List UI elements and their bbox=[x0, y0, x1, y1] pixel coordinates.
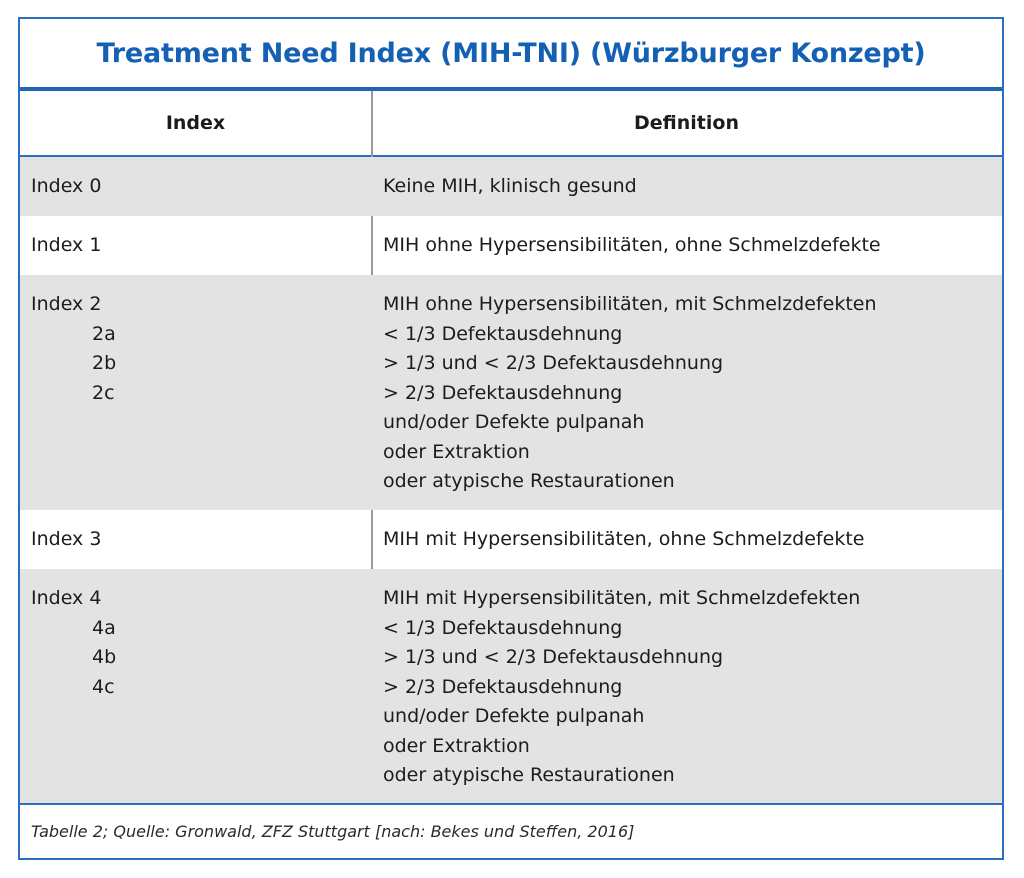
table-row bbox=[20, 216, 1002, 275]
definition-cell bbox=[371, 584, 1002, 803]
definition-line: > 2/3 Defektausdehnung bbox=[383, 675, 623, 698]
sub-index-label: 4b bbox=[92, 646, 117, 668]
definition-cell bbox=[371, 231, 1002, 275]
index-cell bbox=[20, 231, 371, 275]
table-caption: Tabelle 2; Quelle: Gronwald, ZFZ Stuttgart [nach: Bekes und Steffen, 2016] bbox=[20, 803, 1002, 858]
sub-index-label: 2b bbox=[92, 352, 117, 374]
table-frame bbox=[18, 17, 1004, 860]
table-row bbox=[20, 569, 1002, 803]
definition-line: Keine MIH, klinisch gesund bbox=[383, 175, 637, 197]
table-row bbox=[20, 157, 1002, 216]
index-label: Index 3 bbox=[31, 528, 102, 550]
sub-index-label: 4a bbox=[92, 616, 116, 639]
definition-line: > 1/3 und < 2/3 Defektausdehnung bbox=[383, 352, 724, 374]
definition-line: oder atypische Restaurationen bbox=[383, 764, 675, 786]
definition-line: < 1/3 Defektausdehnung bbox=[383, 616, 623, 639]
sub-index-label: 2a bbox=[92, 322, 116, 345]
table-row bbox=[20, 510, 1002, 569]
definition-line: oder Extraktion bbox=[383, 440, 530, 463]
definition-line: und/oder Defekte pulpanah bbox=[383, 705, 645, 727]
header-index: Index bbox=[165, 112, 226, 134]
table-row bbox=[20, 275, 1002, 510]
definition-line: MIH mit Hypersensibilitäten, ohne Schmelzdefekte bbox=[383, 528, 865, 550]
definition-cell bbox=[371, 290, 1002, 510]
index-label: Index 4 bbox=[31, 587, 102, 609]
index-label: Index 1 bbox=[31, 234, 102, 256]
definition-line: oder atypische Restaurationen bbox=[383, 470, 675, 492]
sub-index-label: 2c bbox=[92, 381, 115, 404]
definition-line: und/oder Defekte pulpanah bbox=[383, 411, 645, 433]
definition-line: MIH mit Hypersensibilitäten, mit Schmelzdefekten bbox=[383, 587, 861, 609]
index-label: Index 0 bbox=[31, 175, 102, 197]
definition-line: MIH ohne Hypersensibilitäten, ohne Schmelzdefekte bbox=[383, 234, 881, 256]
definition-line: > 1/3 und < 2/3 Defektausdehnung bbox=[383, 646, 724, 668]
definition-line: < 1/3 Defektausdehnung bbox=[383, 322, 623, 345]
index-label: Index 2 bbox=[31, 293, 102, 315]
definition-line: MIH ohne Hypersensibilitäten, mit Schmelzdefekten bbox=[383, 293, 877, 315]
table-header bbox=[20, 91, 1002, 157]
table-title: Treatment Need Index (MIH-TNI) (Würzburger Konzept) bbox=[20, 19, 1002, 91]
index-cell bbox=[20, 172, 371, 216]
definition-line: > 2/3 Defektausdehnung bbox=[383, 381, 623, 404]
index-cell bbox=[20, 584, 371, 803]
definition-cell bbox=[371, 525, 1002, 569]
sub-index-label: 4c bbox=[92, 675, 115, 698]
definition-line: oder Extraktion bbox=[383, 734, 530, 757]
index-cell bbox=[20, 290, 371, 510]
index-cell bbox=[20, 525, 371, 569]
header-definition: Definition bbox=[634, 112, 739, 134]
definition-cell bbox=[371, 172, 1002, 216]
